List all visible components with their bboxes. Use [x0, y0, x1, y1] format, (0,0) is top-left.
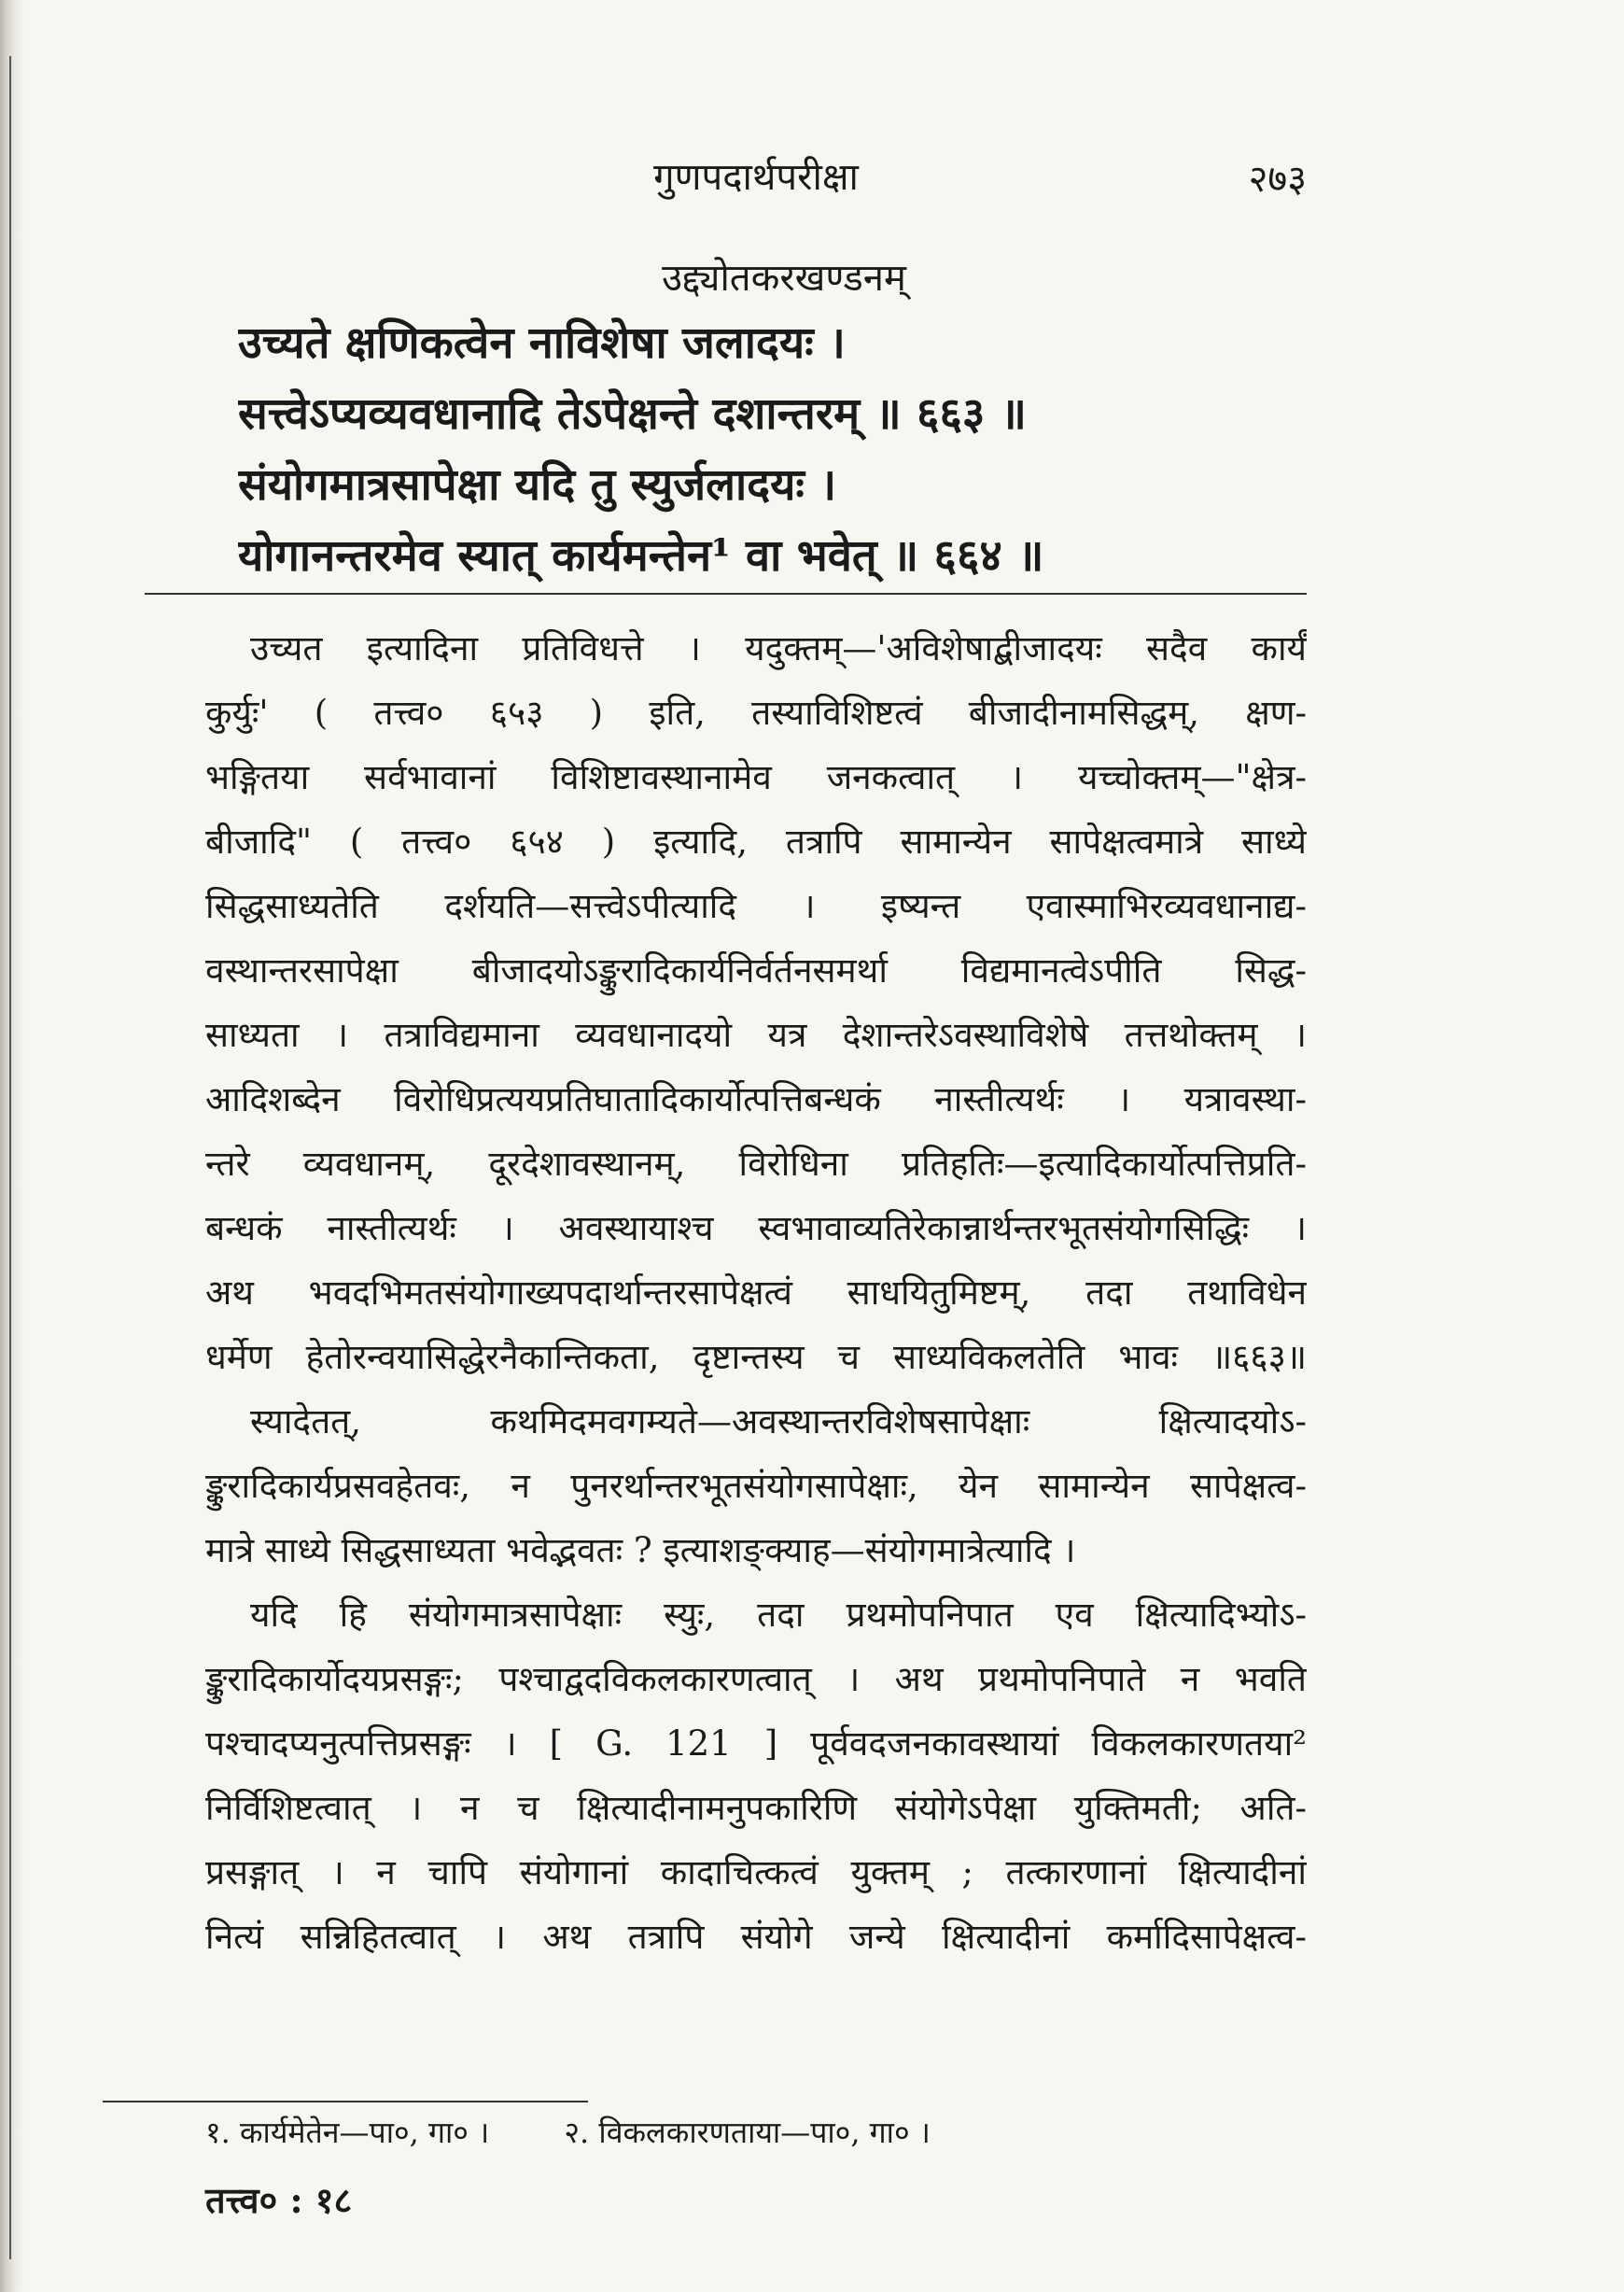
- commentary-line: अथ भवदभिमतसंयोगाख्यपदार्थान्तरसापेक्षत्वं साधयितुमिष्टम्, तदा तथाविधेन: [205, 1273, 1307, 1313]
- commentary-line: उच्यत इत्यादिना प्रतिविधत्ते । यदुक्तम्—'अविशेषाद्बीजादयः सदैव कार्यं: [250, 628, 1307, 668]
- footnote-2: २. विकलकारणताया—पा०, गा० ।: [564, 2115, 931, 2150]
- commentary-line: मात्रे साध्ये सिद्धसाध्यता भवेद्भवतः ? इत्याशङ्क्याह—संयोगमात्रेत्यादि ।: [205, 1530, 1076, 1570]
- commentary-line: साध्यता । तत्राविद्यमाना व्यवधानादयो यत्र देशान्तरेऽवस्थाविशेषे तत्तथोक्तम् ।: [205, 1015, 1307, 1055]
- commentary-line: सिद्धसाध्यतेति दर्शयति—सत्त्वेऽपीत्यादि । इष्यन्त एवास्माभिरव्यवधानाद्य-: [205, 886, 1307, 926]
- verse-block: [238, 308, 1339, 592]
- footnote-1: १. कार्यमेतेन—पा०, गा० ।: [205, 2115, 490, 2150]
- commentary-line: पश्चादप्यनुत्पत्तिप्रसङ्गः । [ G. 121 ] पूर्ववदजनकावस्थायां विकलकारणतया²: [205, 1723, 1307, 1764]
- verse-line: उच्यते क्षणिकत्वेन नाविशेषा जलादयः ।: [238, 317, 846, 369]
- verse-line: संयोगमात्रसापेक्षा यदि तु स्युर्जलादयः ।: [238, 459, 837, 511]
- commentary-line: निर्विशिष्टत्वात् । न च क्षित्यादीनामनुपकारिणि संयोगेऽपेक्षा युक्तिमती; अति-: [205, 1788, 1307, 1828]
- commentary-line: बन्धकं नास्तीत्यर्थः । अवस्थायाश्च स्वभावाव्यतिरेकान्नार्थन्तरभूतसंयोगसिद्धिः ।: [205, 1208, 1307, 1248]
- commentary-line: धर्मेण हेतोरन्वयासिद्धेरनैकान्तिकता, दृष्टान्तस्य च साध्यविकलतेति भावः ॥६६३॥: [205, 1337, 1307, 1377]
- binding-edge: [0, 0, 24, 2292]
- verse-divider: [145, 593, 1307, 595]
- commentary-line: नित्यं सन्निहितत्वात् । अथ तत्रापि संयोगे जन्ये क्षित्यादीनां कर्मादिसापेक्षत्व-: [205, 1917, 1307, 1957]
- commentary-line: ङ्कुरादिकार्यप्रसवहेतवः, न पुनरर्थान्तरभूतसंयोगसापेक्षाः, येन सामान्येन सापेक्षत्व-: [205, 1466, 1307, 1506]
- commentary-line: यदि हि संयोगमात्रसापेक्षाः स्युः, तदा प्रथमोपनिपात एव क्षित्यादिभ्योऽ-: [250, 1595, 1307, 1635]
- page-number: २७३: [1248, 158, 1307, 201]
- commentary-line: बीजादि" ( तत्त्व० ६५४ ) इत्यादि, तत्रापि सामान्येन सापेक्षत्वमात्रे साध्ये: [205, 822, 1307, 862]
- commentary-line: भङ्गितया सर्वभावानां विशिष्टावस्थानामेव जनकत्वात् । यच्चोक्तम्—"क्षेत्र-: [205, 757, 1307, 797]
- footnotes: [205, 2112, 1307, 2152]
- verse-line: योगानन्तरमेव स्यात् कार्यमन्तेन¹ वा भवेत् ॥ ६६४ ॥: [238, 530, 1044, 582]
- commentary-line: कुर्युः' ( तत्त्व० ६५३ ) इति, तस्याविशिष्टत्वं बीजादीनामसिद्धम्, क्षण-: [205, 693, 1307, 733]
- commentary-line: प्रसङ्गात् । न चापि संयोगानां कादाचित्कत्वं युक्तम् ; तत्कारणानां क्षित्यादीनां: [205, 1852, 1307, 1892]
- verse-line: सत्त्वेऽप्यव्यवधानादि तेऽपेक्षन्ते दशान्तरम् ॥ ६६३ ॥: [238, 388, 1027, 440]
- binding-line: [9, 56, 11, 2259]
- commentary-line: आदिशब्देन विरोधिप्रत्ययप्रतिघातादिकार्योत्पत्तिबन्धकं नास्तीत्यर्थः । यत्रावस्था-: [205, 1079, 1307, 1119]
- footnote-divider: [103, 2101, 588, 2102]
- section-title: उद्द्योतकरखण्डनम्: [662, 257, 906, 300]
- commentary-line: वस्थान्तरसापेक्षा बीजादयोऽङ्कुरादिकार्यनिर्वर्तनसमर्था विद्यमानत्वेऽपीति सिद्ध-: [205, 950, 1307, 991]
- commentary-block: [205, 616, 1307, 1969]
- running-title: गुणपदार्थपरीक्षा: [653, 156, 859, 199]
- commentary-line: ङ्कुरादिकार्योदयप्रसङ्गः; पश्चाद्वदविकलकारणत्वात् । अथ प्रथमोपनिपाते न भवति: [205, 1659, 1307, 1699]
- signature-mark: तत्त्व० : १८: [205, 2179, 353, 2221]
- commentary-line: न्तरे व्यवधानम्, दूरदेशावस्थानम्, विरोधिना प्रतिहतिः—इत्यादिकार्योत्पत्तिप्रति-: [205, 1144, 1307, 1184]
- commentary-line: स्यादेतत्, कथमिदमवगम्यते—अवस्थान्तरविशेषसापेक्षाः क्षित्यादयोऽ-: [250, 1401, 1307, 1441]
